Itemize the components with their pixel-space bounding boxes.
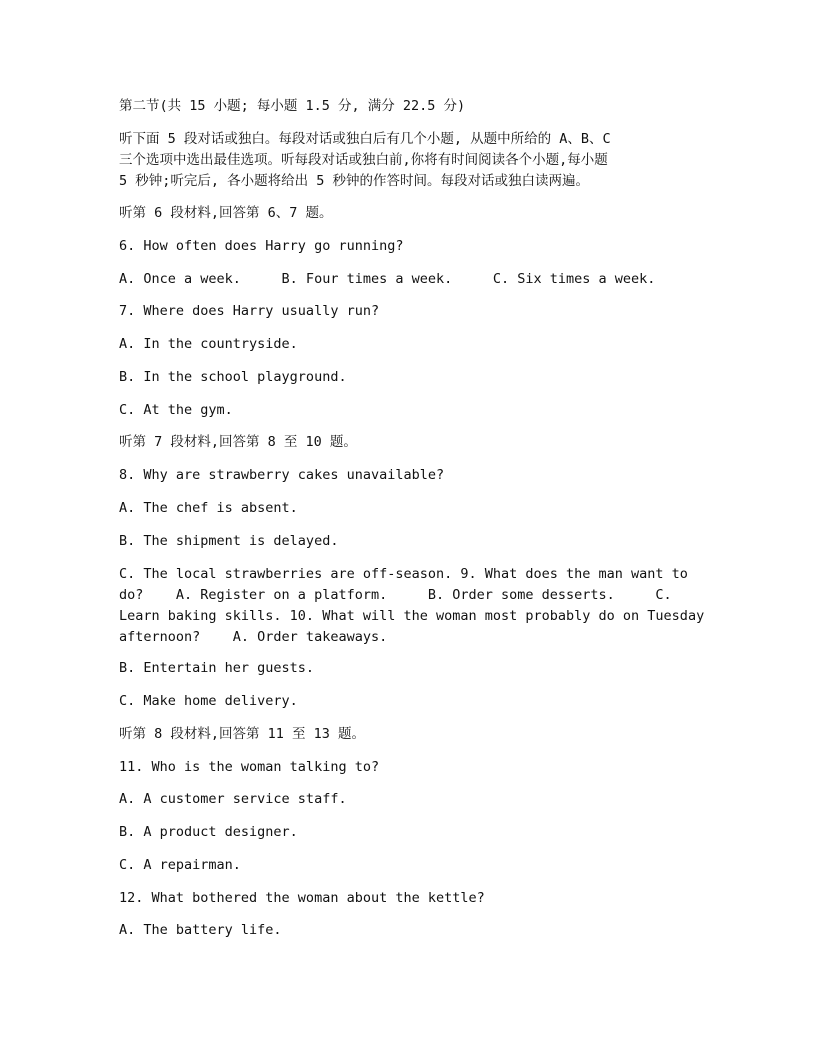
instructions-paragraph xyxy=(119,129,709,192)
question-7-option-c: C. At the gym. xyxy=(119,402,233,418)
question-10-option-c: C. Make home delivery. xyxy=(119,693,298,709)
instructions-line-1: 听下面 5 段对话或独白。每段对话或独白后有几个小题, 从题中所给的 A、B、C xyxy=(119,131,611,147)
section-header: 第二节(共 15 小题; 每小题 1.5 分, 满分 22.5 分) xyxy=(119,98,466,114)
question-12: 12. What bothered the woman about the kettle? xyxy=(119,890,485,906)
question-6-options: A. Once a week. B. Four times a week. C. Six times a week. xyxy=(119,271,656,287)
instructions-line-2: 三个选项中选出最佳选项。听每段对话或独白前,你将有时间阅读各个小题,每小题 xyxy=(119,152,608,168)
question-7: 7. Where does Harry usually run? xyxy=(119,303,380,319)
question-7-option-b: B. In the school playground. xyxy=(119,369,347,385)
passage-6-header: 听第 6 段材料,回答第 6、7 题。 xyxy=(119,205,333,221)
question-6: 6. How often does Harry go running? xyxy=(119,238,404,254)
question-8-option-a: A. The chef is absent. xyxy=(119,500,298,516)
question-7-option-a: A. In the countryside. xyxy=(119,336,298,352)
question-11-option-a: A. A customer service staff. xyxy=(119,791,347,807)
questions-8c-to-10a-paragraph xyxy=(119,564,709,648)
question-12-option-a: A. The battery life. xyxy=(119,922,282,938)
question-10-option-b: B. Entertain her guests. xyxy=(119,660,315,676)
paragraph-line-2: do? A. Register on a platform. B. Order some desserts. C. xyxy=(119,587,672,603)
question-8-option-b: B. The shipment is delayed. xyxy=(119,533,339,549)
question-11: 11. Who is the woman talking to? xyxy=(119,759,380,775)
question-11-option-b: B. A product designer. xyxy=(119,824,298,840)
question-8: 8. Why are strawberry cakes unavailable? xyxy=(119,467,445,483)
passage-8-header: 听第 8 段材料,回答第 11 至 13 题。 xyxy=(119,726,366,742)
instructions-line-3: 5 秒钟;听完后, 各小题将给出 5 秒钟的作答时间。每段对话或独白读两遍。 xyxy=(119,173,590,189)
paragraph-line-1: C. The local strawberries are off-season. 9. What does the man want to xyxy=(119,566,688,582)
passage-7-header: 听第 7 段材料,回答第 8 至 10 题。 xyxy=(119,434,357,450)
paragraph-line-3: Learn baking skills. 10. What will the woman most probably do on Tuesday xyxy=(119,608,705,624)
question-11-option-c: C. A repairman. xyxy=(119,857,241,873)
paragraph-line-4: afternoon? A. Order takeaways. xyxy=(119,629,388,645)
